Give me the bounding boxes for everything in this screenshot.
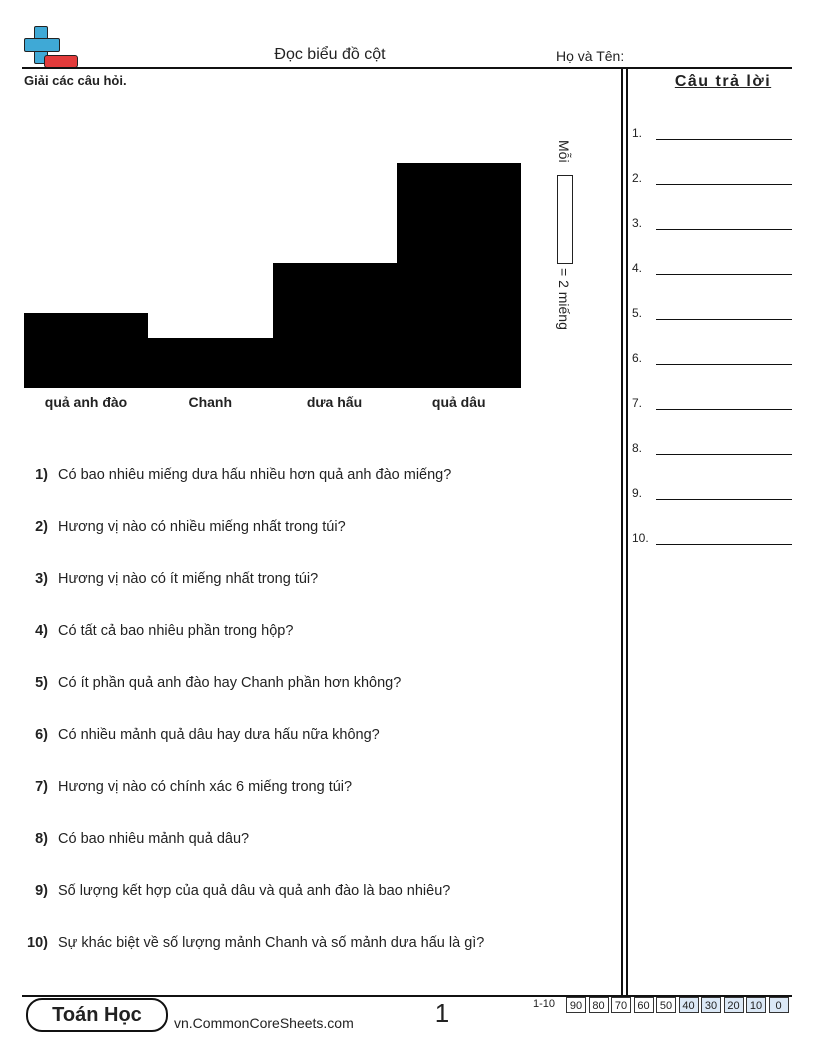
question-text: Hương vị nào có nhiều miếng nhất trong túi?: [58, 519, 346, 535]
answer-line[interactable]: [656, 184, 792, 185]
answer-line[interactable]: [656, 274, 792, 275]
question: [24, 883, 450, 899]
name-label: Họ và Tên:: [556, 48, 625, 64]
answer-number: 2.: [632, 171, 643, 185]
answer-row: [632, 122, 792, 144]
answer-row: [632, 527, 792, 549]
answer-row: [632, 347, 792, 369]
bar: [273, 263, 397, 388]
answer-line[interactable]: [656, 454, 792, 455]
question-text: Có ít phần quả anh đào hay Chanh phần hơn không?: [58, 675, 402, 691]
question-number: 9): [35, 883, 48, 899]
page-number: 1: [434, 998, 450, 1028]
question-number: 4): [35, 623, 48, 639]
question: [24, 727, 380, 743]
score-cell: 70: [611, 997, 631, 1013]
question-number: 10): [27, 935, 48, 951]
answer-line[interactable]: [656, 364, 792, 365]
question: [24, 675, 401, 691]
score-cell: 30: [701, 997, 721, 1013]
bar: [24, 313, 148, 388]
answer-number: 9.: [632, 486, 643, 500]
score-cell: 60: [634, 997, 654, 1013]
question: [24, 467, 451, 483]
answer-row: [632, 392, 792, 414]
category-label: quả anh đào: [44, 394, 128, 410]
logo: [22, 24, 80, 70]
question-text: Hương vị nào có chính xác 6 miếng trong túi?: [58, 779, 353, 795]
question-text: Hương vị nào có ít miếng nhất trong túi?: [58, 571, 319, 587]
question-number: 6): [35, 727, 48, 743]
plus-icon-center: [35, 39, 47, 51]
question-number: 2): [35, 519, 48, 535]
bottom-rule: [22, 995, 792, 997]
question-text: Có bao nhiêu miếng dưa hấu nhiều hơn quả anh đào miếng?: [58, 467, 452, 483]
question-text: Có nhiều mảnh quả dâu hay dưa hấu nữa không?: [58, 727, 380, 743]
answer-number: 1.: [632, 126, 643, 140]
brand-badge: Toán Học: [26, 998, 168, 1032]
top-rule: [22, 67, 792, 69]
question: [24, 519, 346, 535]
answer-number: 8.: [632, 441, 643, 455]
legend-box: [557, 175, 573, 264]
answer-number: 7.: [632, 396, 643, 410]
score-cell: 50: [656, 997, 676, 1013]
question-text: Sự khác biệt về số lượng mảnh Chanh và số mảnh dưa hấu là gì?: [58, 935, 485, 951]
answers-title: Câu trả lời: [674, 73, 772, 90]
answer-number: 6.: [632, 351, 643, 365]
score-cell: 40: [679, 997, 699, 1013]
question-text: Số lượng kết hợp của quả dâu và quả anh đào là bao nhiêu?: [58, 883, 451, 899]
site-url: vn.CommonCoreSheets.com: [174, 1015, 354, 1031]
legend-suffix: = 2 miếng: [556, 268, 572, 330]
question: [24, 935, 484, 951]
category-label: quả dâu: [431, 394, 486, 410]
answer-row: [632, 212, 792, 234]
worksheet-title: Đọc biểu đồ cột: [274, 46, 386, 63]
question-text: Có bao nhiêu mảnh quả dâu?: [58, 831, 250, 847]
score-label: 1-10: [533, 998, 556, 1010]
answer-number: 5.: [632, 306, 643, 320]
question-number: 8): [35, 831, 48, 847]
question-text: Có tất cả bao nhiêu phần trong hộp?: [58, 623, 294, 639]
category-label: Chanh: [188, 394, 233, 410]
answer-row: [632, 482, 792, 504]
legend-prefix: Mỗi: [556, 140, 572, 163]
question-number: 5): [35, 675, 48, 691]
instructions: Giải các câu hỏi.: [24, 73, 127, 88]
score-cell: 0: [769, 997, 789, 1013]
answer-number: 3.: [632, 216, 643, 230]
divider-right: [626, 69, 628, 995]
question: [24, 831, 249, 847]
answer-number: 10.: [632, 531, 649, 545]
answer-row: [632, 437, 792, 459]
answer-line[interactable]: [656, 499, 792, 500]
question: [24, 571, 318, 587]
answer-row: [632, 257, 792, 279]
score-cell: 10: [746, 997, 766, 1013]
question: [24, 623, 293, 639]
score-cell: 90: [566, 997, 586, 1013]
bar: [148, 338, 272, 388]
category-label: dưa hấu: [306, 394, 363, 410]
score-cell: 20: [724, 997, 744, 1013]
question-number: 3): [35, 571, 48, 587]
answer-row: [632, 167, 792, 189]
answer-line[interactable]: [656, 319, 792, 320]
question-number: 7): [35, 779, 48, 795]
answer-number: 4.: [632, 261, 643, 275]
question-number: 1): [35, 467, 48, 483]
score-cell: 80: [589, 997, 609, 1013]
answer-line[interactable]: [656, 544, 792, 545]
answer-line[interactable]: [656, 229, 792, 230]
answer-line[interactable]: [656, 409, 792, 410]
question: [24, 779, 352, 795]
divider-left: [621, 69, 623, 995]
answer-line[interactable]: [656, 139, 792, 140]
answer-row: [632, 302, 792, 324]
bar: [397, 163, 521, 388]
